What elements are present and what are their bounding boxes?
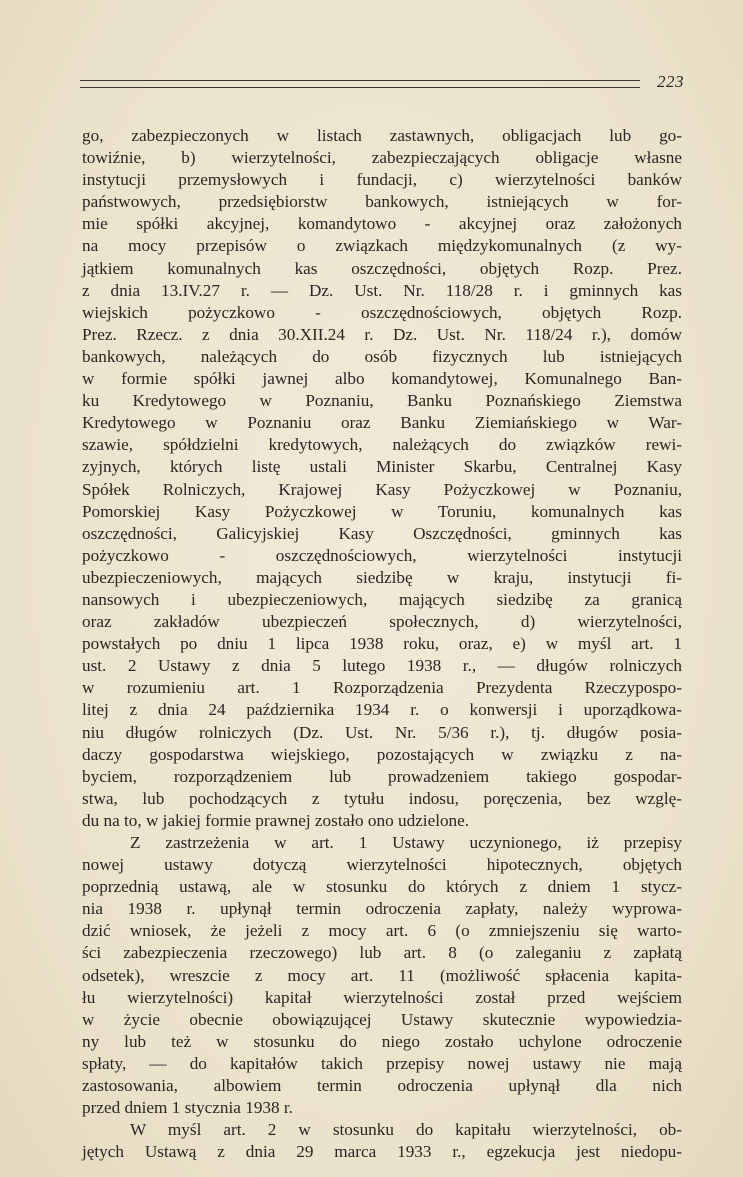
text-line: Spółek Rolniczych, Krajowej Kasy Pożyczkowej w Poznaniu, xyxy=(82,479,682,499)
text-line: bankowych, należących do osób fizycznych lub istniejących xyxy=(82,346,682,366)
text-line: stwa, lub pochodzących z tytułu indosu, poręczenia, bez wzglę- xyxy=(82,788,682,808)
text-line: oszczędności, Galicyjskiej Kasy Oszczędności, gminnych kas xyxy=(82,523,682,543)
text-line: ubezpieczeniowych, mających siedzibę w kraju, instytucji fi- xyxy=(82,567,682,587)
text-line: byciem, rozporządzeniem lub prowadzeniem takiego gospodar- xyxy=(82,766,682,786)
text-line: daczy gospodarstwa wiejskiego, pozostających w związku z na- xyxy=(82,744,682,764)
text-line: nia 1938 r. upłynął termin odroczenia zapłaty, należy wyprowa- xyxy=(82,899,682,919)
text-line: litej z dnia 24 października 1934 r. o konwersji i uporządkowa- xyxy=(82,700,682,720)
text-line: towiźnie, b) wierzytelności, zabezpieczających obligacje własne xyxy=(82,148,682,168)
text-line: powstałych po dniu 1 lipca 1938 roku, oraz, e) w myśl art. 1 xyxy=(82,634,682,654)
text-line: ny lub też w stosunku do niego zostało uchylone odroczenie xyxy=(82,1031,682,1051)
page-body-text xyxy=(82,125,682,1163)
text-line: W myśl art. 2 w stosunku do kapitału wierzytelności, ob- xyxy=(130,1120,682,1140)
text-line: przed dniem 1 stycznia 1938 r. xyxy=(82,1098,293,1118)
text-line: odsetek), wreszcie z mocy art. 11 (możliwość spłacenia kapita- xyxy=(82,965,682,985)
text-line: łu wierzytelności) kapitał wierzytelności został przed wejściem xyxy=(82,987,682,1007)
paragraph xyxy=(82,1119,682,1163)
text-line: w formie spółki jawnej albo komandytowej, Komunalnego Ban- xyxy=(82,369,682,389)
text-line: pożyczkowo - oszczędnościowych, wierzytelności instytucji xyxy=(82,545,682,565)
header-rule-top xyxy=(80,80,640,81)
text-line: w rozumieniu art. 1 Rozporządzenia Prezydenta Rzeczypospo- xyxy=(82,678,682,698)
text-line: dzić wniosek, że jeżeli z mocy art. 6 (o zmniejszeniu się warto- xyxy=(82,921,682,941)
text-line: nowej ustawy dotyczą wierzytelności hipotecznych, objętych xyxy=(82,855,682,875)
text-line: zyjnych, których listę ustali Minister Skarbu, Centralnej Kasy xyxy=(82,457,682,477)
text-line: jątkiem komunalnych kas oszczędności, objętych Rozp. Prez. xyxy=(82,258,682,278)
text-line: w życie obecnie obowiązującej Ustawy skutecznie wypowiedzia- xyxy=(82,1009,682,1029)
text-line: instytucji przemysłowych i fundacji, c) wierzytelności banków xyxy=(82,170,682,190)
text-line: oraz zakładów ubezpieczeń społecznych, d) wierzytelności, xyxy=(82,612,682,632)
text-line: spłaty, — do kapitałów takich przepisy nowej ustawy nie mają xyxy=(82,1053,682,1073)
text-line: niu długów rolniczych (Dz. Ust. Nr. 5/36 r.), tj. długów posia- xyxy=(82,722,682,742)
text-line: mie spółki akcyjnej, komandytowo - akcyjnej oraz założonych xyxy=(82,214,682,234)
text-line: na mocy przepisów o związkach międzykomunalnych (z wy- xyxy=(82,236,682,256)
page-number: 223 xyxy=(657,72,684,91)
text-line: Kredytowego w Poznaniu oraz Banku Ziemiańskiego w War- xyxy=(82,413,682,433)
text-line: go, zabezpieczonych w listach zastawnych, obligacjach lub go- xyxy=(82,126,682,145)
paragraph xyxy=(82,125,682,832)
text-line: ści zabezpieczenia rzeczowego) lub art. 8 (o zaleganiu z zapłatą xyxy=(82,943,682,963)
text-line: ust. 2 Ustawy z dnia 5 lutego 1938 r., — długów rolniczych xyxy=(82,656,682,676)
text-line: Prez. Rzecz. z dnia 30.XII.24 r. Dz. Ust. Nr. 118/24 r.), domów xyxy=(82,324,682,344)
text-line: jętych Ustawą z dnia 29 marca 1933 r., egzekucja jest niedopu- xyxy=(82,1142,682,1162)
text-line: państwowych, przedsiębiorstw bankowych, istniejących w for- xyxy=(82,192,682,212)
text-line: Pomorskiej Kasy Pożyczkowej w Toruniu, komunalnych kas xyxy=(82,501,682,521)
text-line: z dnia 13.IV.27 r. — Dz. Ust. Nr. 118/28 r. i gminnych kas xyxy=(82,280,682,300)
text-line: ku Kredytowego w Poznaniu, Banku Poznańskiego Ziemstwa xyxy=(82,391,682,411)
text-line: wiejskich pożyczkowo - oszczędnościowych, objętych Rozp. xyxy=(82,302,682,322)
text-line: nansowych i ubezpieczeniowych, mających siedzibę za granicą xyxy=(82,589,682,609)
page-header xyxy=(80,74,684,96)
paragraph xyxy=(82,832,682,1119)
text-line: du na to, w jakiej formie prawnej zostało ono udzielone. xyxy=(82,810,470,830)
text-line: szawie, spółdzielni kredytowych, należących do związków rewi- xyxy=(82,435,682,455)
text-line: Z zastrzeżenia w art. 1 Ustawy uczynionego, iż przepisy xyxy=(130,833,682,852)
text-line: zastosowania, albowiem termin odroczenia upłynął dla nich xyxy=(82,1076,682,1096)
header-rule-bottom xyxy=(80,87,640,88)
text-line: poprzednią ustawą, ale w stosunku do których z dniem 1 stycz- xyxy=(82,877,682,897)
